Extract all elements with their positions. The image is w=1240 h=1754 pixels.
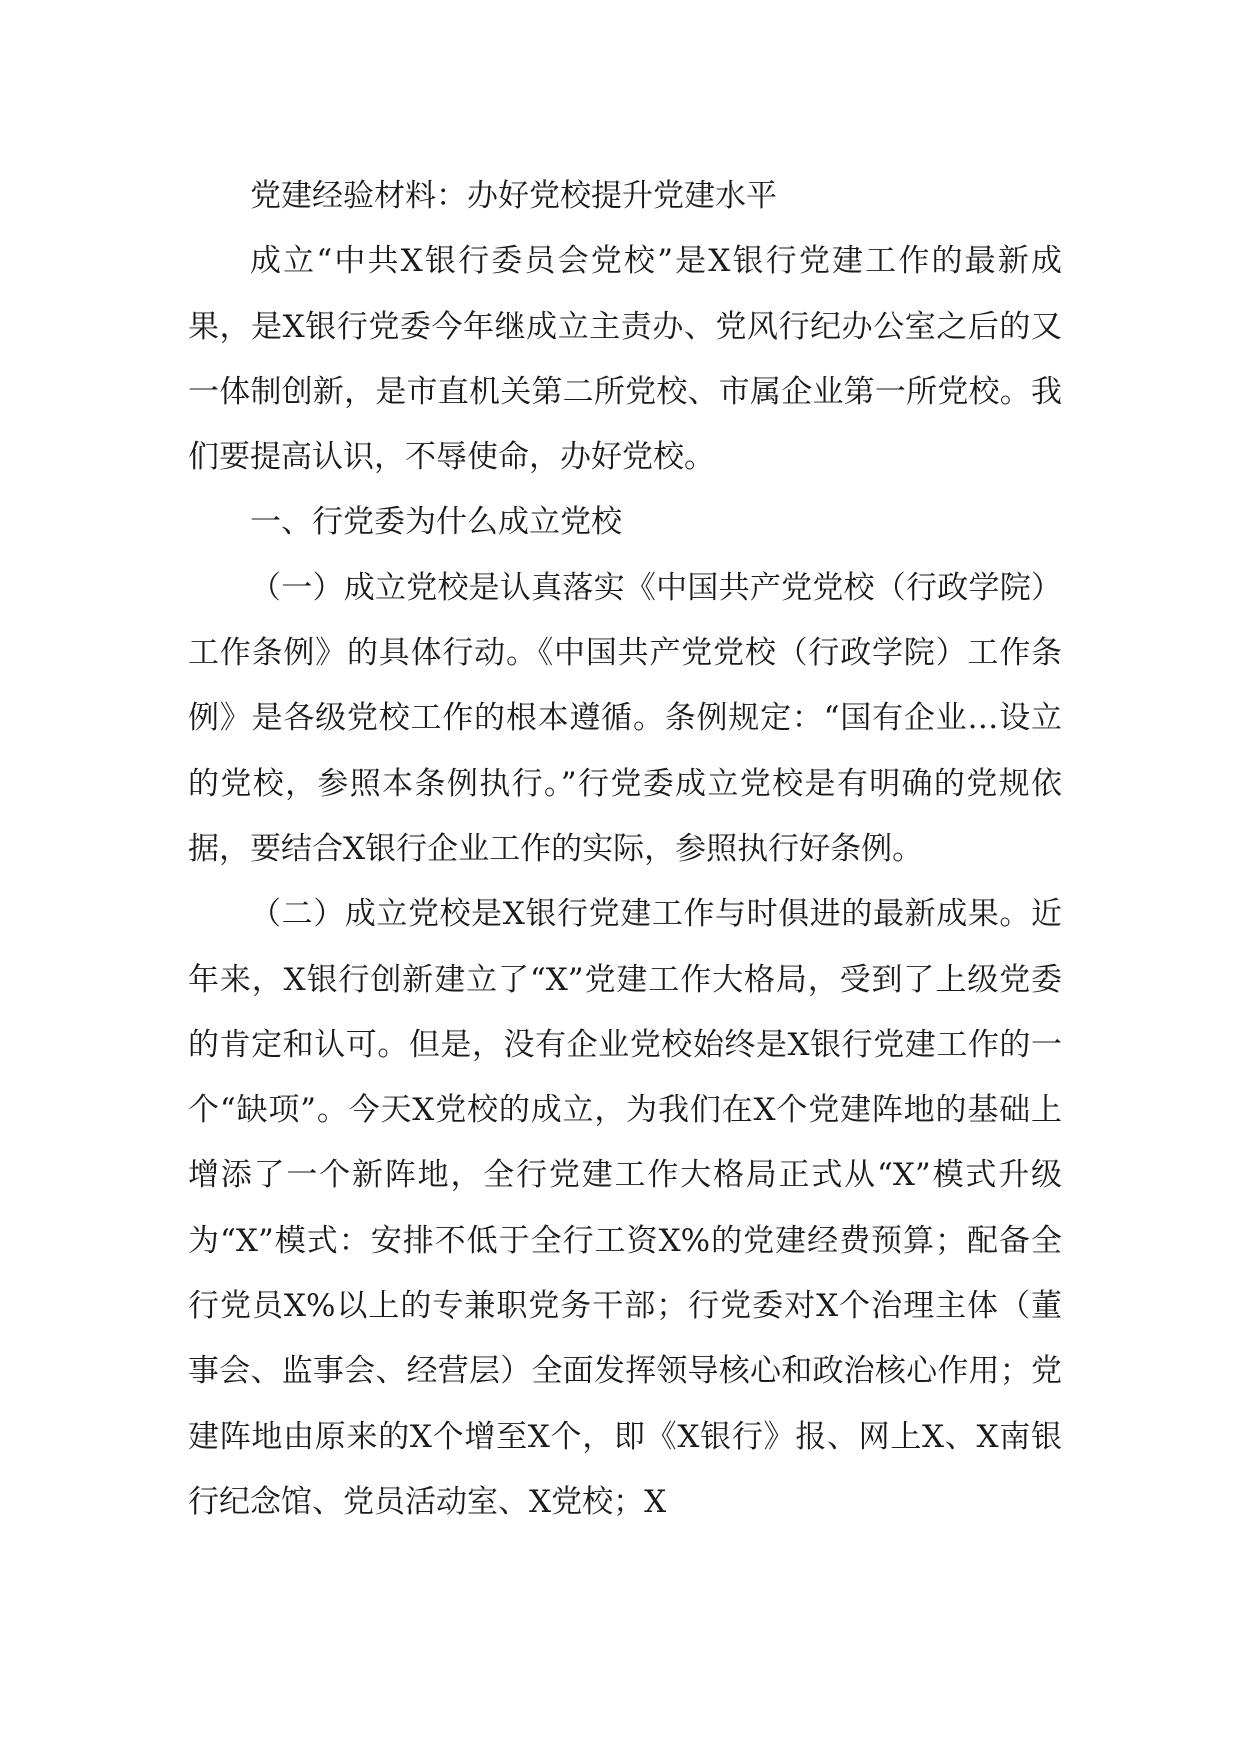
document-title: 党建经验材料：办好党校提升党建水平: [250, 178, 777, 214]
document-body: [188, 164, 1062, 1535]
section-heading-1: 一、行党委为什么成立党校: [250, 504, 622, 541]
paragraph-intro: 成立“中共X银行委员会党校”是X银行党建工作的最新成果，是X银行党委今年继成立主责办、党风行纪办公室之后的又一体制创新，是市直机关第二所党校、市属企业第一所党校。我们要提高认识，不辱使命，办好党校。: [188, 243, 1062, 476]
paragraph-point-1: （一）成立党校是认真落实《中国共产党党校（行政学院）工作条例》的具体行动。《中国共产党党校（行政学院）工作条例》是各级党校工作的根本遵循。条例规定：“国有企业…设立的党校，参照本条例执行。”行党委成立党校是有明确的党规依据，要结合X银行企业工作的实际，参照执行好条例。: [188, 569, 1062, 867]
paragraph-point-2: （二）成立党校是X银行党建工作与时俱进的最新成果。近年来，X银行创新建立了“X”党建工作大格局，受到了上级党委的肯定和认可。但是，没有企业党校始终是X银行党建工作的一个“缺项”。今天X党校的成立，为我们在X个党建阵地的基础上增添了一个新阵地，全行党建工作大格局正式从“X”模式升级为“X”模式：安排不低于全行工资X%的党建经费预算；配备全行党员X%以上的专兼职党务干部；行党委对X个治理主体（董事会、监事会、经营层）全面发挥领导核心和政治核心作用；党建阵地由原来的X个增至X个，即《X银行》报、网上X、X南银行纪念馆、党员活动室、X党校；X: [188, 896, 1062, 1520]
